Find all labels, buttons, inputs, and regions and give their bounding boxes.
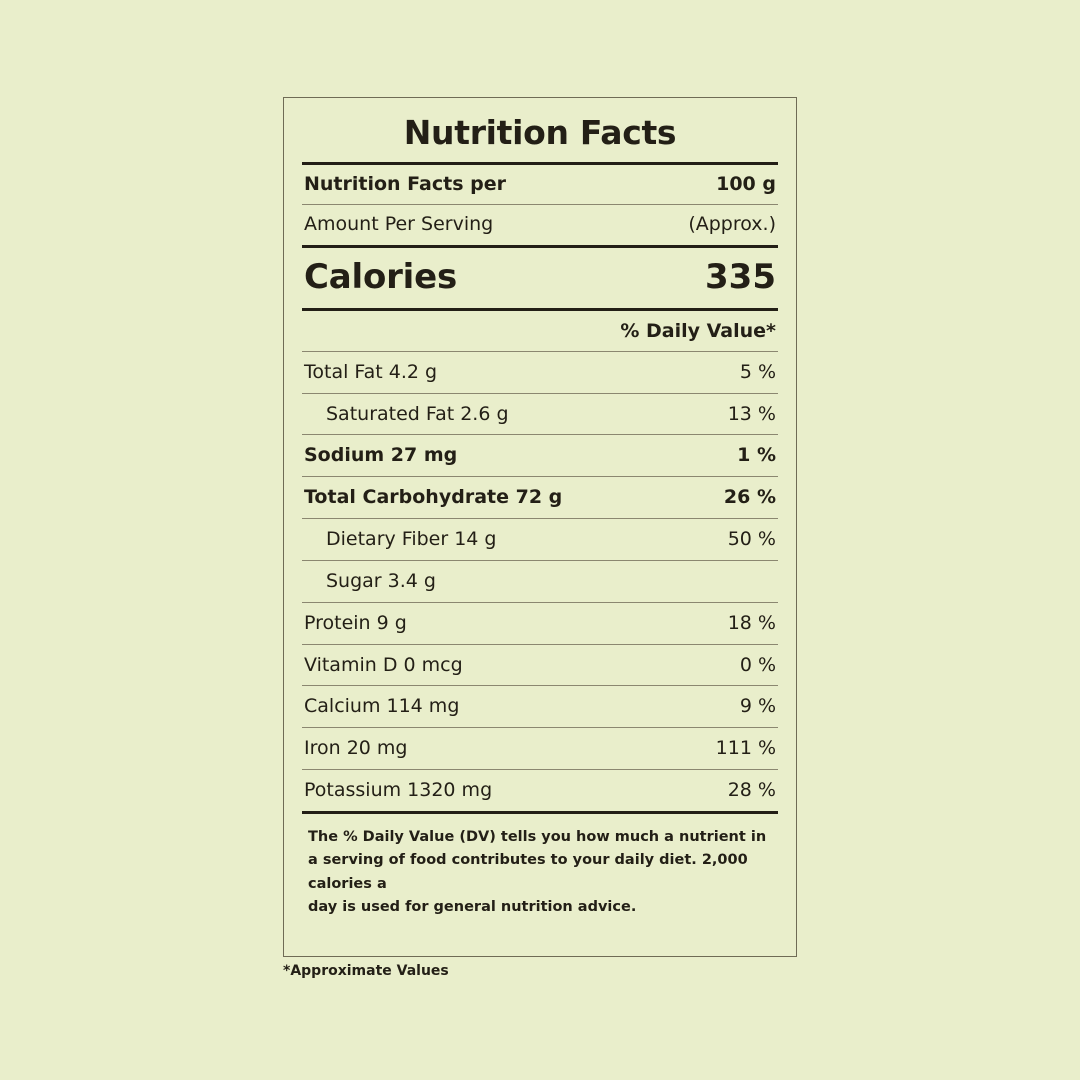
footnote-line-3: day is used for general nutrition advice. <box>308 899 637 916</box>
footnote-line-2: a serving of food contributes to your daily diet. 2,000 calories a <box>308 852 748 892</box>
amount-label: Amount Per Serving <box>304 212 494 235</box>
nutrient-name: Vitamin D 0 mcg <box>304 653 463 676</box>
calories-value: 335 <box>705 256 776 297</box>
nutrition-facts-inner <box>302 98 778 956</box>
table-row <box>302 770 778 811</box>
amount-row <box>302 205 778 245</box>
page-title: Nutrition Facts <box>403 113 677 152</box>
calories-label: Calories <box>304 256 458 297</box>
serving-row <box>302 165 778 204</box>
footnote <box>302 814 778 920</box>
table-row <box>302 603 778 644</box>
table-row <box>302 645 778 686</box>
nutrient-name: Sugar 3.4 g <box>326 569 436 592</box>
nutrient-name: Protein 9 g <box>304 611 407 634</box>
nutrient-name: Total Fat 4.2 g <box>304 360 438 383</box>
nutrient-dv: 9 % <box>739 695 776 718</box>
nutrient-dv: 26 % <box>723 486 776 509</box>
nutrient-dv: 50 % <box>727 528 776 551</box>
nutrient-dv: 0 % <box>739 653 776 676</box>
nutrition-facts-panel <box>283 97 797 957</box>
nutrient-name: Iron 20 mg <box>304 737 408 760</box>
nutrient-dv: 13 % <box>727 402 776 425</box>
nutrient-name: Calcium 114 mg <box>304 695 460 718</box>
nutrient-dv: 1 % <box>737 444 776 467</box>
serving-label: Nutrition Facts per <box>304 173 506 195</box>
nutrient-name: Potassium 1320 mg <box>304 779 493 802</box>
nutrient-dv: 28 % <box>727 779 776 802</box>
nutrient-dv: 111 % <box>715 737 776 760</box>
table-row <box>302 435 778 476</box>
approximate-values-note: *Approximate Values <box>283 963 449 979</box>
table-row <box>302 686 778 727</box>
table-row <box>302 477 778 518</box>
nutrient-name: Dietary Fiber 14 g <box>326 528 497 551</box>
daily-value-header: % Daily Value* <box>620 319 776 342</box>
nutrient-dv: 18 % <box>727 611 776 634</box>
footnote-line-1: The % Daily Value (DV) tells you how much a nutrient in <box>308 828 767 845</box>
table-row <box>302 394 778 435</box>
table-row <box>302 352 778 393</box>
nutrient-name: Sodium 27 mg <box>304 444 458 467</box>
nutrient-name: Total Carbohydrate 72 g <box>304 486 563 509</box>
nutrient-name: Saturated Fat 2.6 g <box>326 402 509 425</box>
table-row <box>302 561 778 602</box>
nutrient-dv: 5 % <box>739 360 776 383</box>
table-row <box>302 519 778 560</box>
table-row <box>302 728 778 769</box>
serving-value: 100 g <box>716 173 776 195</box>
calories-row <box>302 248 778 308</box>
amount-value: (Approx.) <box>688 212 776 235</box>
